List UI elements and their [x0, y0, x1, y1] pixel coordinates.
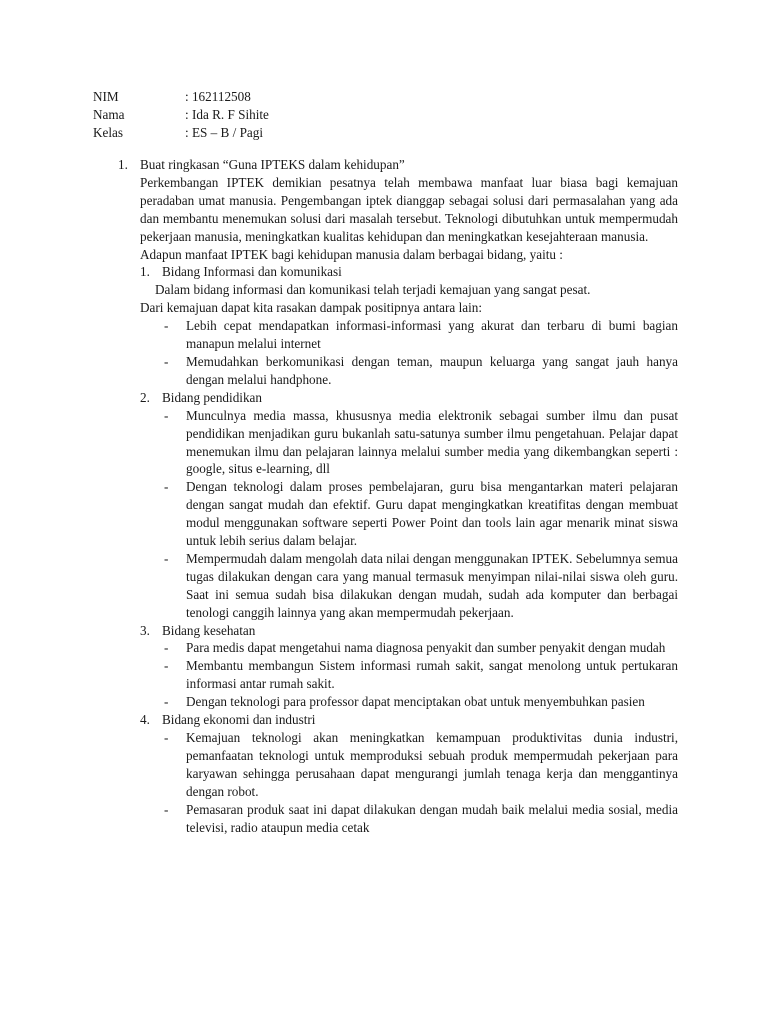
section-1	[118, 263, 678, 281]
bullet-list	[118, 639, 678, 711]
dash-bullet: -	[164, 353, 169, 369]
section-number: 2.	[140, 389, 150, 405]
list-item-text: Pemasaran produk saat ini dapat dilakukan dengan mudah baik melalui media sosial, media televisi, radio ataupun media cetak	[186, 801, 678, 835]
kelas-value: : ES – B / Pagi	[185, 125, 264, 140]
section-heading	[140, 711, 678, 729]
dash-bullet: -	[164, 407, 169, 423]
section-heading	[140, 389, 678, 407]
list-item	[118, 550, 678, 622]
dash-bullet: -	[164, 730, 169, 745]
dash-bullet: -	[164, 318, 169, 334]
task-intro: Perkembangan IPTEK demikian pesatnya telah membawa manfaat luar biasa bagi kemajuan peradaban umat manusia. Pengembangan iptek dianggap sebagai solusi dari permasalahan yang ada dan membantu menemukan solusi dari masalah tersebut. Teknologi dibutuhkan untuk mempermudah pekerjaan manusia, meningkatkan kualitas kehidupan dan meningkatkan kesejahteraan manusia.	[140, 174, 678, 244]
list-item	[118, 729, 678, 801]
list-item-text: Dengan teknologi dalam proses pembelajaran, guru bisa mengantarkan materi pelajaran dengan sangat mudah dan efektif. Guru dapat mengingkatkan kreatifitas dengan membuat modul menggunakan software seperti Power Point dan tools lain agar menarik minat siswa untuk lebih serius dalam belajar.	[186, 479, 678, 549]
bullet-list	[118, 317, 678, 389]
section-number: 4.	[140, 712, 150, 728]
list-item-text: Para medis dapat mengetahui nama diagnosa penyakit dan sumber penyakit dengan mudah	[186, 640, 666, 656]
list-item	[118, 801, 678, 837]
section-3	[118, 622, 678, 640]
dash-bullet: -	[164, 694, 169, 710]
section-title: Bidang kesehatan	[162, 622, 256, 638]
nim-label: NIM	[93, 89, 119, 104]
section-title: Bidang pendidikan	[162, 389, 262, 405]
list-item-text: Kemajuan teknologi akan meningkatkan kemampuan produktivitas dunia industri, pemanfaatan teknologi untuk memproduksi sebuah produk mempermudah pekerjaan para karyawan sehingga perusahaan dapat mengurangi jumlah tenaga kerja dan menggantinya dengan robot.	[186, 730, 678, 799]
list-item-text: Lebih cepat mendapatkan informasi-informasi yang akurat dan terbaru di bumi bagian manapun melalui internet	[186, 318, 678, 352]
list-item	[118, 693, 678, 711]
dash-bullet: -	[164, 550, 169, 566]
dash-bullet: -	[164, 640, 169, 656]
list-item-text: Munculnya media massa, khususnya media elektronik sebagai sumber ilmu dan pusat pendidikan menjadikan guru bukanlah satu-satunya sumber ilmu pengetahuan. Pelajar dapat menemukan ilmu dan pelajaran lainnya melalui sumber media yang dikembangkan seperti : google, situs e-learning, dll	[186, 407, 678, 477]
task-title: Buat ringkasan “Guna IPTEKS dalam kehidupan”	[140, 157, 405, 172]
document-body	[118, 156, 678, 836]
list-item	[118, 639, 678, 657]
nama-label: Nama	[93, 107, 125, 122]
list-item	[118, 478, 678, 550]
list-item-text: Membantu membangun Sistem informasi rumah sakit, sangat menolong untuk pertukaran informasi antar rumah sakit.	[186, 658, 678, 692]
list-item-text: Mempermudah dalam mengolah data nilai dengan menggunakan IPTEK. Sebelumnya semua tugas dilakukan dengan cara yang manual termasuk menyimpan nilai-nilai siswa oleh guru. Saat ini semua sudah bisa dilakukan dengan mudah, sudah ada komputer dan berbagai tenologi canggih lainnya yang akan mempermudah pekerjaan.	[186, 550, 678, 620]
nama-value: : Ida R. F Sihite	[185, 107, 269, 122]
task-heading	[118, 156, 678, 174]
list-item-text: Dengan teknologi para professor dapat menciptakan obat untuk menyembuhkan pasien	[186, 694, 645, 710]
dash-bullet: -	[164, 479, 169, 495]
section-paragraph: Dalam bidang informasi dan komunikasi telah terjadi kemajuan yang sangat pesat.	[155, 282, 591, 298]
section-title: Bidang Informasi dan komunikasi	[162, 264, 342, 280]
list-item	[118, 317, 678, 353]
dash-bullet: -	[164, 658, 169, 674]
task-lead: Adapun manfaat IPTEK bagi kehidupan manusia dalam berbagai bidang, yaitu :	[140, 246, 563, 262]
bullet-list	[118, 729, 678, 836]
list-item	[118, 353, 678, 389]
nim-value: : 162112508	[185, 89, 251, 104]
dash-bullet: -	[164, 801, 169, 817]
bullet-list	[118, 407, 678, 622]
section-number: 1.	[140, 264, 150, 280]
list-item	[118, 657, 678, 693]
list-item-text: Memudahkan berkomunikasi dengan teman, maupun keluarga yang sangat jauh hanya dengan melalui handphone.	[186, 353, 678, 387]
section-title: Bidang ekonomi dan industri	[162, 712, 316, 728]
section-number: 3.	[140, 622, 150, 638]
section-heading	[140, 263, 678, 281]
section-paragraph: Dari kemajuan dapat kita rasakan dampak positipnya antara lain:	[140, 300, 483, 316]
task-number: 1.	[118, 157, 128, 172]
section-4	[118, 711, 678, 729]
section-2	[118, 389, 678, 407]
list-item	[118, 407, 678, 479]
kelas-label: Kelas	[93, 125, 124, 140]
section-heading	[140, 622, 678, 640]
